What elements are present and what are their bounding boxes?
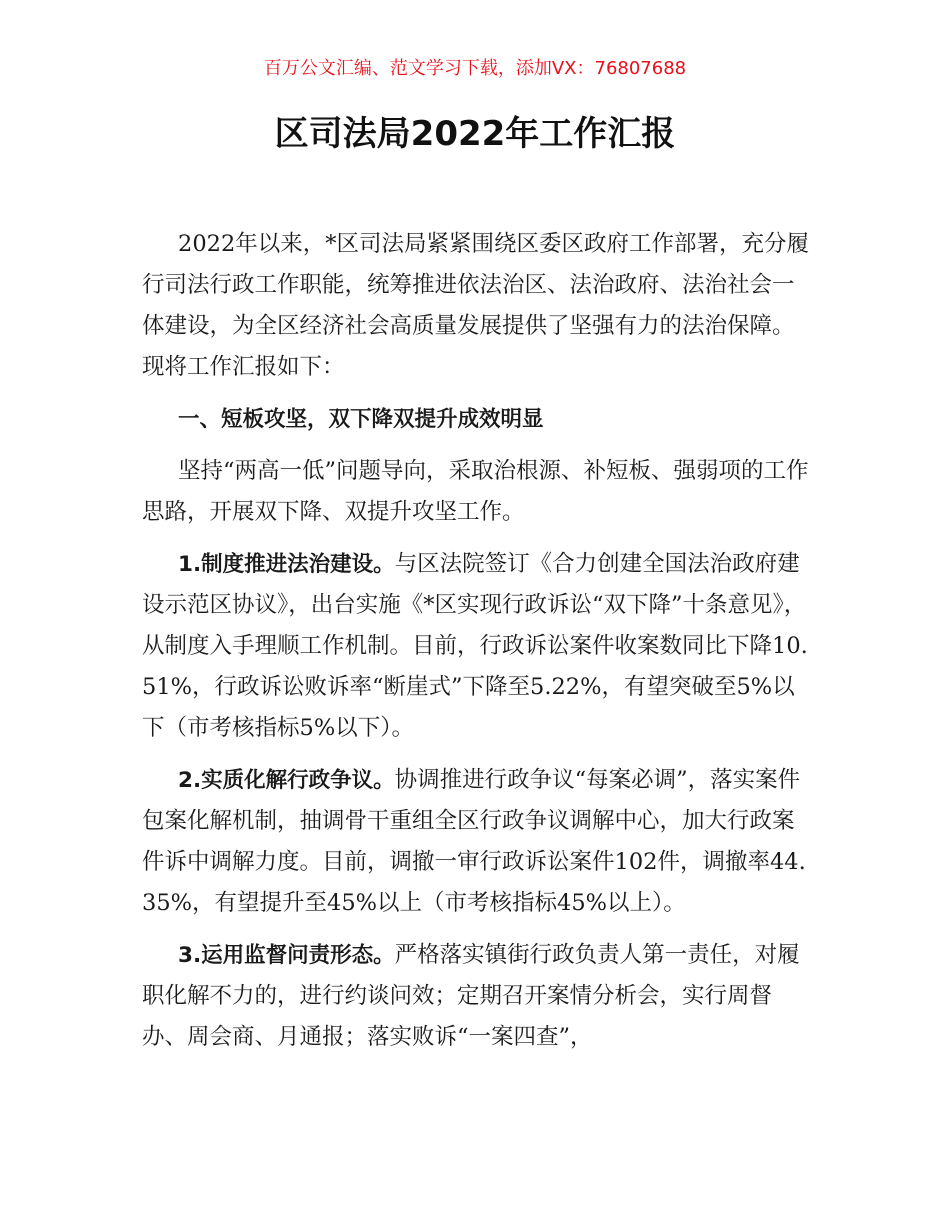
item-lead: 3.运用监督问责形态。 (178, 943, 395, 968)
watermark-banner: 百万公文汇编、范文学习下载，添加VX：76807688 (263, 58, 687, 79)
list-item (142, 935, 812, 1058)
section-heading: 一、短板攻坚，双下降双提升成效明显 (178, 407, 544, 432)
item-text: 严格落实镇街行政负责人第一责任，对履职化解不力的，进行约谈问效；定期召开案情分析会，实行周督办、周会商、月通报；落实败诉“一案四查”， (142, 942, 800, 1050)
list-item (142, 760, 812, 924)
list-item (142, 544, 812, 749)
intro-paragraph: 2022年以来，*区司法局紧紧围绕区委区政府工作部署，充分履行司法行政工作职能，统筹推进依法治区、法治政府、法治社会一体建设，为全区经济社会高质量发展提供了坚强有力的法治保障。现将工作汇报如下： (142, 231, 810, 380)
section-intro-paragraph: 坚持“两高一低”问题导向，采取治根源、补短板、强弱项的工作思路，开展双下降、双提升攻坚工作。 (142, 458, 809, 525)
document-body (142, 224, 812, 1069)
item-text: 与区法院签订《合力创建全国法治政府建设示范区协议》，出台实施《*区实现行政诉讼“双下降”十条意见》，从制度入手理顺工作机制。目前，行政诉讼案件收案数同比下降10.51%，行政诉讼败诉率“断崖式”下降至5.22%，有望突破至5%以下（市考核指标5%以下）。 (142, 551, 808, 741)
document-title: 区司法局2022年工作汇报 (274, 114, 676, 154)
item-lead: 2.实质化解行政争议。 (178, 768, 395, 793)
item-lead: 1.制度推进法治建设。 (178, 552, 395, 577)
item-text: 协调推进行政争议“每案必调”，落实案件包案化解机制，抽调骨干重组全区行政争议调解中心，加大行政案件诉中调解力度。目前，调撤一审行政诉讼案件102件，调撤率44.35%，有望提升至45%以上（市考核指标45%以上）。 (142, 767, 806, 916)
